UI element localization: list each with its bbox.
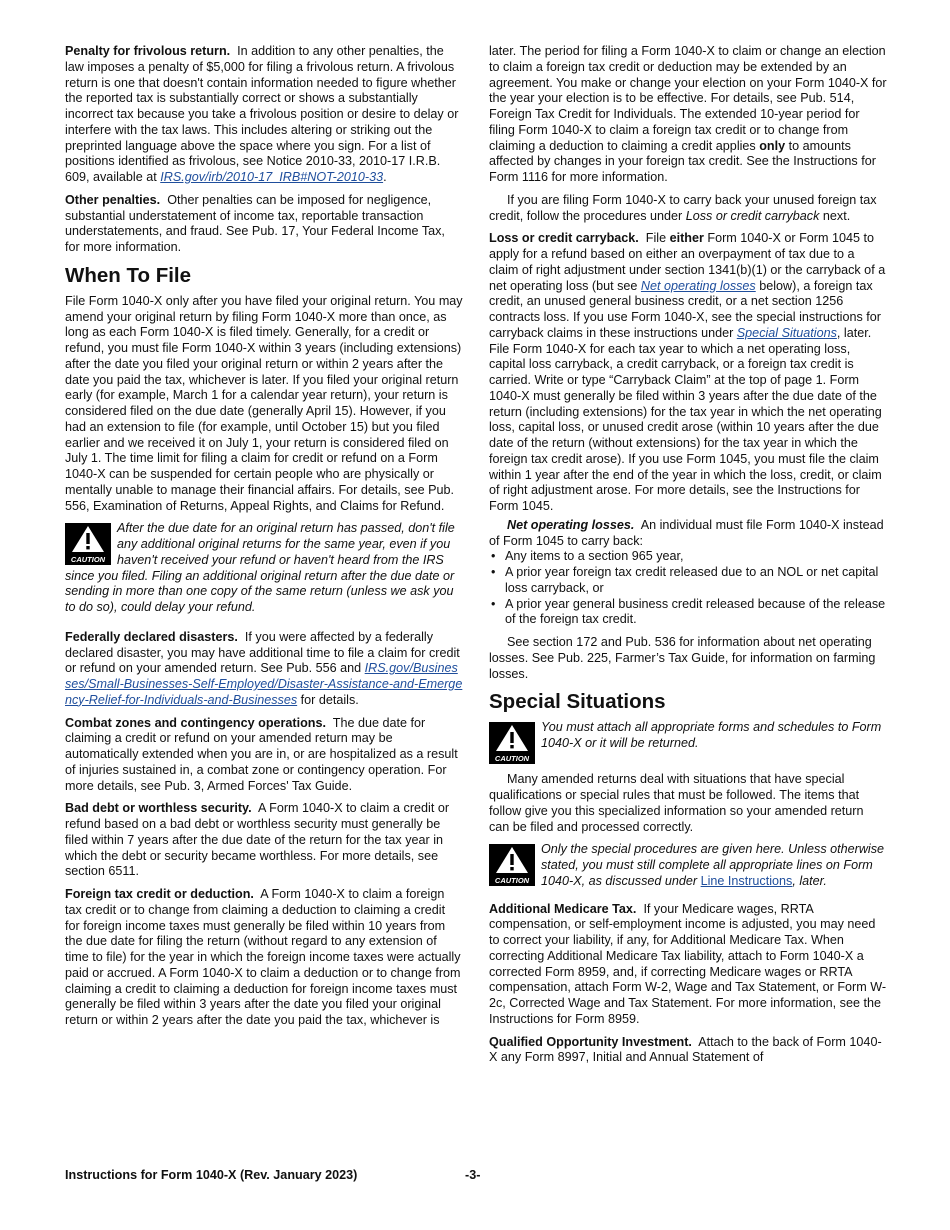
when-to-file-paragraph: File Form 1040-X only after you have filed your original return. You may amend your original return by filing Form 1040-X more than once, as long as each Form 1040-X is filed timely. Generally, for a credit or refund, you must file Form 1040-X within 3 years (including extensions) after the date you filed your original return or within 2 years after the date you paid the tax, whichever is later. If you filed your original return early (for example, March 1 for a calendar year return), your return is considered filed on the due date (generally April 15). However, if you had an extension to file (for example, until October 15) but you filed earlier and we received it on July 1, your return is considered filed on July 1. The time limit for filing a claim for credit or refund on a Form 1040-X can be suspended for certain people who are physically or mentally unable to manage their financial affairs. For details, see Pub. 556, Examination of Returns, Appeal Rights, and Claims for Refund. xyxy=(65,293,463,513)
caution-note: CAUTION You must attach all appropriate forms and schedules to Form 1040-X or it will be returned. xyxy=(489,720,887,764)
run-in-title: Federally declared disasters. xyxy=(65,629,238,644)
combat-zones-paragraph: Combat zones and contingency operations. The due date for claiming a credit or refund on your amended return may be automatically extended when you are in, or are hospitalized as a result of injuries sustained in, a combat zone or contingency operation. For more details, see Pub. 3, Armed Forces' Tax Guide. xyxy=(65,715,458,793)
caution-label: CAUTION xyxy=(70,555,106,565)
other-penalties-paragraph: Other penalties. Other penalties can be imposed for negligence, substantial understatement of income tax, reportable transaction understatements, and fraud. See Pub. 17, Your Federal Income Tax, for more information. xyxy=(65,192,445,254)
net-operating-losses-link[interactable]: Net operating losses xyxy=(640,278,756,293)
carryback-intro-paragraph: If you are filing Form 1040-X to carry back your unused foreign tax credit, follow the procedures under Loss or credit carryback next. xyxy=(489,192,877,223)
special-situations-heading: Special Situations xyxy=(489,690,666,714)
nol-list xyxy=(489,549,887,628)
caution-icon xyxy=(65,523,111,565)
section-172-paragraph: See section 172 and Pub. 536 for information about net operating losses. See Pub. 225, Farmer’s Tax Guide, for information on farming losses. xyxy=(489,635,876,681)
caution-note: CAUTION Only the special procedures are given here. Unless otherwise stated, you must still complete all appropriate lines on Form 1040-X, as discussed under Line Instructions, later. xyxy=(489,842,887,889)
caution-note: CAUTION After the due date for an original return has passed, don't file any additional original returns for the same year, even if you haven't received your refund or haven't heard from the IRS since you filed. Filing an additional original return after the due date or sending in more than one copy of the same return (unless we ask you to do so), could delay your refund. xyxy=(65,521,455,614)
caution-icon xyxy=(489,844,535,886)
right-column xyxy=(489,44,887,1073)
run-in-title: Loss or credit carryback. xyxy=(489,231,639,246)
foreign-tax-continued-paragraph: later. The period for filing a Form 1040-X to claim or change an election to claim a foreign tax credit or deduction may be extended by an agreement. You make or change your election on your Form 1040-X for the year your election is to be effective. For details, see Pub. 514, Foreign Tax Credit for Individuals. The extended 10-year period for filing Form 1040-X to claim a foreign tax credit or to change from claiming a deduction to claiming a credit applies only to amounts affected by changes in your foreign tax credit. See the Instructions for Form 1116 for more information. xyxy=(489,44,887,184)
special-situations-intro: Many amended returns deal with situations that have special qualifications or special rules that must be followed. The items that follow give you this specialized information so your amended return can be filed and processed correctly. xyxy=(489,772,864,834)
loss-credit-carryback-paragraph: Loss or credit carryback. File either Form 1040-X or Form 1045 to apply for a refund based on either an overpayment of tax due to a claim of right adjustment under section 1341(b)(1) or the carryback of a net operating loss (but see Net operating losses below), a foreign tax credit, an unused general business credit, or a net section 1256 contracts loss. If you use Form 1040-X, see the special instructions for carryback claims in these instructions under Special Situations, later. File Form 1040-X for each tax year to which a net operating loss, capital loss carryback, a credit carryback, or a foreign tax credit is carried. Write or type “Carryback Claim” at the top of page 1. Form 1040-X must generally be filed within 3 years after the due date of the return (including extensions) for the tax year in which the net operating loss, capital loss, or unused credit arose (within 10 years after the due date of the return (without extensions) for the tax year in which the foreign tax credit arose). If you use Form 1045, you must file the claim within 1 year after the end of the year in which the loss, credit, or claim of right adjustment arose. For more details, see the Instructions for Form 1045. xyxy=(489,231,886,513)
irb-link[interactable]: IRS.gov/irb/2010-17_IRB#NOT-2010-33 xyxy=(160,170,384,184)
list-item: • A prior year general business credit released because of the release of the foreign tax credit. xyxy=(489,597,887,629)
foreign-tax-paragraph: Foreign tax credit or deduction. A Form 1040-X to claim a foreign tax credit or to change from claiming a deduction to claiming a credit for foreign income taxes must generally be filed within 10 years from the due date for filing the return (without regard to any extension of time to file) for the year in which the foreign income taxes were actually paid or accrued. A Form 1040-X to claim a deduction or to change from claiming a credit to claiming a deduction for foreign income taxes must generally be filed within 3 years after the date you filed your original return or within 2 years after the date you paid the tax, whichever is xyxy=(65,887,461,1027)
disasters-paragraph: Federally declared disasters. If you were affected by a federally declared disaster, you may have additional time to file a claim for credit or refund on your amended return. See Pub. 556 and IRS.gov/Businesses/Small-Businesses-Self-Employed/Disaster-Assistance-and-Emergency-Relief-for-Individuals-and-Businesses for details. xyxy=(65,629,463,707)
left-column xyxy=(65,44,463,1036)
medicare-paragraph: Additional Medicare Tax. If your Medicare wages, RRTA compensation, or self-employment income is adjusted, you may need to correct your liability, if any, for Additional Medicare Tax. When correcting Additional Medicare Tax liability, attach to Form 1040-X a corrected Form 8959, and, if correcting Medicare wages or RRTA compensation, attach Form W-2, Wage and Tax Statement, or Form W-2c, Corrected Wage and Tax Statement. For more information, see the Instructions for Form 8959. xyxy=(489,901,887,1026)
special-situations-link[interactable]: Special Situations xyxy=(736,325,837,340)
penalty-frivolous-paragraph: Penalty for frivolous return. In addition to any other penalties, the law imposes a penalty of $5,000 for filing a frivolous return. A frivolous return is one that doesn't contain information needed to figure whether the reported tax is substantially correct or shows a substantially incorrect tax because you take a frivolous position or desire to delay or interfere with the tax laws. This includes altering or striking out the preprinted language above the space where you sign. For a list of positions identified as frivolous, see Notice 2010-33, 2010-17 I.R.B. 609, available at IRS.gov/irb/2010-17_IRB#NOT-2010-33. xyxy=(65,44,459,184)
page-number: -3- xyxy=(465,1168,481,1182)
run-in-title: Penalty for frivolous return. xyxy=(65,44,231,58)
run-in-title: Combat zones and contingency operations. xyxy=(65,715,327,730)
run-in-title: Other penalties. xyxy=(65,192,161,207)
page-footer xyxy=(65,1168,890,1182)
disaster-assistance-link[interactable]: IRS.gov/Businesses/Small-Businesses-Self-Employed/Disaster-Assistance-and-Emergency-Relief-for-Individuals-and-Businesses xyxy=(65,661,463,707)
run-in-title: Net operating losses. xyxy=(507,517,635,532)
run-in-title: Additional Medicare Tax. xyxy=(489,901,637,916)
run-in-title: Bad debt or worthless security. xyxy=(65,801,252,816)
list-item: • A prior year foreign tax credit released due to an NOL or net capital loss carryback, or xyxy=(489,565,887,597)
list-item: • Any items to a section 965 year, xyxy=(489,549,887,565)
caution-label: CAUTION xyxy=(494,754,530,764)
qoi-paragraph: Qualified Opportunity Investment. Attach to the back of Form 1040-X any Form 8997, Initial and Annual Statement of xyxy=(489,1034,882,1065)
run-in-title: Qualified Opportunity Investment. xyxy=(489,1034,692,1049)
caution-label: CAUTION xyxy=(494,876,530,886)
nol-paragraph: Net operating losses. An individual must file Form 1040-X instead of Form 1045 to carry back: xyxy=(489,517,884,548)
when-to-file-heading: When To File xyxy=(65,263,192,287)
footer-title: Instructions for Form 1040-X (Rev. January 2023) xyxy=(65,1168,358,1182)
bad-debt-paragraph: Bad debt or worthless security. A Form 1040-X to claim a credit or refund based on a bad debt or worthless security must generally be filed within 7 years after the due date of the return for the tax year in which the debt or security became worthless. For more details, see section 6511. xyxy=(65,801,450,879)
line-instructions-link[interactable]: Line Instructions xyxy=(700,873,793,888)
caution-icon xyxy=(489,722,535,764)
run-in-title: Foreign tax credit or deduction. xyxy=(65,887,254,901)
